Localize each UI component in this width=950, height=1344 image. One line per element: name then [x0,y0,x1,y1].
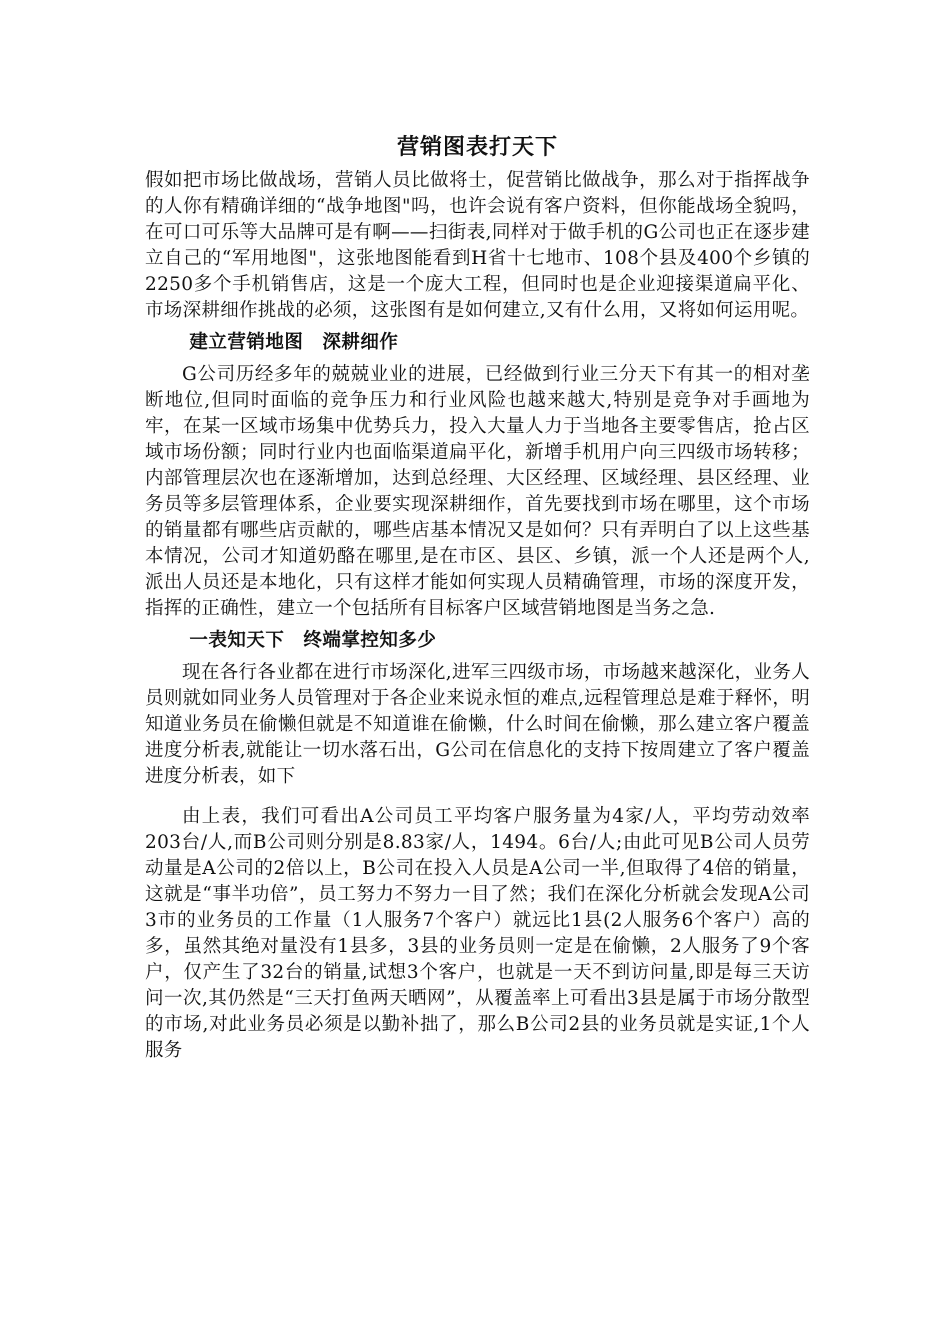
section2-paragraph: 现在各行各业都在进行市场深化,进军三四级市场，市场越来越深化，业务人员则就如同业务人员管理对于各企业来说永恒的难点,远程管理总是难于释怀，明知道业务员在偷懒但就是不知道谁在偷懒，什么时间在偷懒，那么建立客户覆盖进度分析表,就能让一切水落石出，G公司在信息化的支持下按周建立了客户覆盖进度分析表，如下 [145,662,810,787]
section-heading-terminal-control: 一表知天下 终端掌控知多少 [189,630,437,651]
intro-paragraph: 假如把市场比做战场，营销人员比做将士，促营销比做战争，那么对于指挥战争的人你有精确详细的“战争地图"吗，也许会说有客户资料，但你能战场全貌吗，在可口可乐等大品牌可是有啊——扫街表,同样对于做手机的G公司也正在逐步建立自己的“军用地图"，这张地图能看到H省十七地市、108个县及400个乡镇的2250多个手机销售店，这是一个庞大工程，但同时也是企业迎接渠道扁平化、市场深耕细作挑战的必须，这张图有是如何建立,又有什么用，又将如何运用呢。 [145,170,810,321]
table-placeholder-gap [145,790,810,804]
section-heading-marketing-map: 建立营销地图 深耕细作 [189,332,399,353]
analysis-paragraph: 由上表，我们可看出A公司员工平均客户服务量为4家/人，平均劳动效率203台/人,而B公司则分别是8.83家/人，1494。6台/人;由此可见B公司人员劳动量是A公司的2倍以上，B公司在投入人员是A公司一半,但取得了4倍的销量，这就是“事半功倍”，员工努力不努力一目了然；我们在深化分析就会发现A公司3市的业务员的工作量（1人服务7个客户）就远比1县(2人服务6个客户）高的多，虽然其绝对量没有1县多，3县的业务员则一定是在偷懒，2人服务了9个客户，仅产生了32台的销量,试想3个客户，也就是一天不到访问量,即是每三天访问一次,其仍然是“三天打鱼两天晒网”，从覆盖率上可看出3县是属于市场分散型的市场,对此业务员必须是以勤补拙了，那么B公司2县的业务员就是实证,1个人服务 [145,806,810,1061]
document-page [145,132,810,1064]
document-title: 营销图表打天下 [396,134,558,160]
section1-paragraph: G公司历经多年的兢兢业业的进展，已经做到行业三分天下有其一的相对垄断地位,但同时面临的竞争压力和行业风险也越来越大,特别是竞争对手画地为牢，在某一区域市场集中优势兵力，投入大量人力于当地各主要零售店，抢占区域市场份额；同时行业内也面临渠道扁平化，新增手机用户向三四级市场转移；内部管理层次也在逐渐增加，达到总经理、大区经理、区域经理、县区经理、业务员等多层管理体系，企业要实现深耕细作，首先要找到市场在哪里，这个市场的销量都有哪些店贡献的，哪些店基本情况又是如何？只有弄明白了以上这些基本情况，公司才知道奶酪在哪里,是在市区、县区、乡镇，派一个人还是两个人,派出人员还是本地化，只有这样才能如何实现人员精确管理，市场的深度开发，指挥的正确性，建立一个包括所有目标客户区域营销地图是当务之急. [145,364,810,619]
